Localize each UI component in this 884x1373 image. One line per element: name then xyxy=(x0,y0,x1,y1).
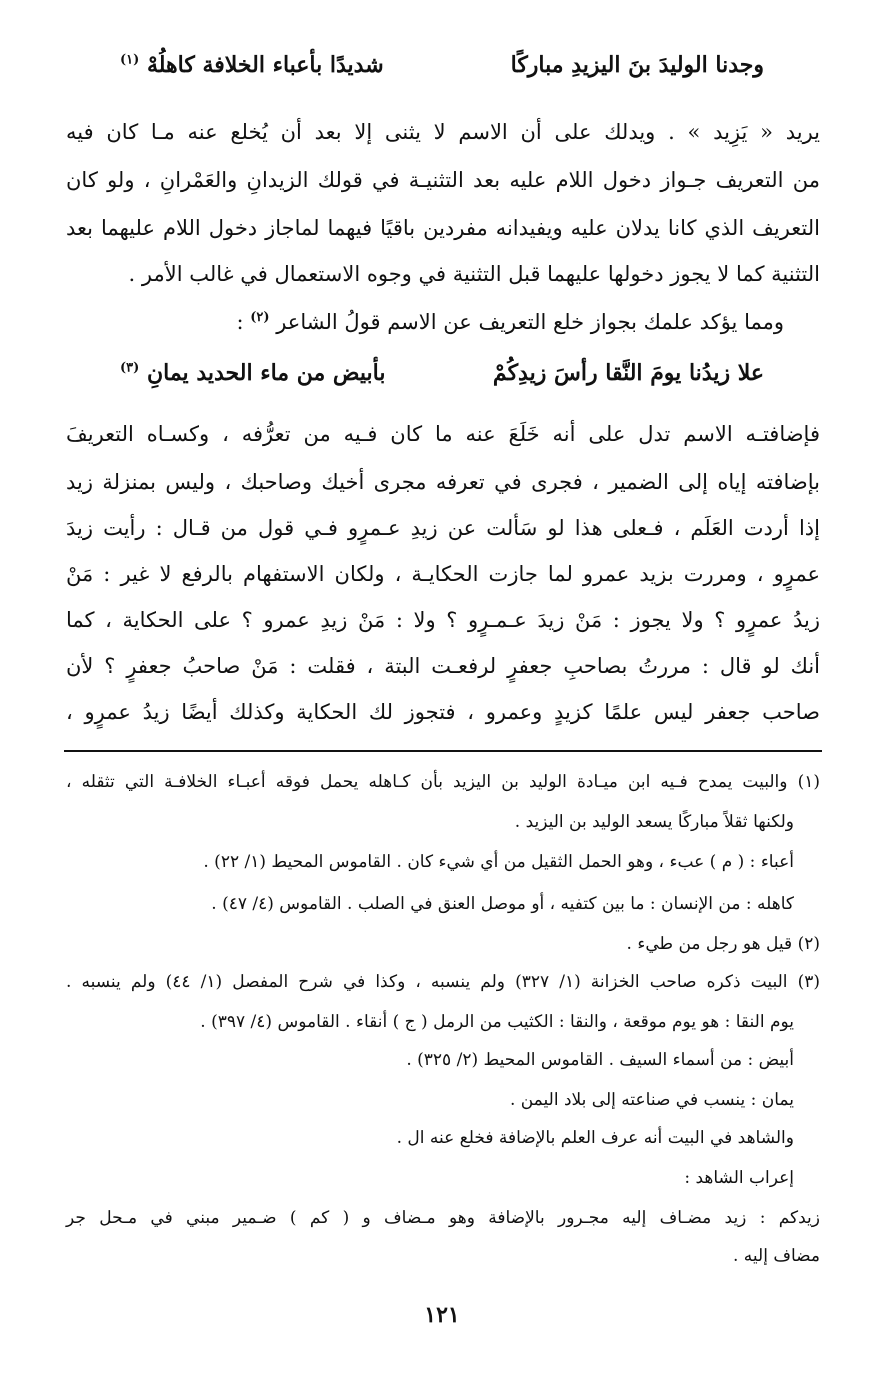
footnote-3-gloss: والشاهد في البيت أنه عرف العلم بالإضافة فخلع عنه ال . xyxy=(396,1128,794,1148)
footnote-divider xyxy=(64,750,822,752)
page-number: ١٢١ xyxy=(424,1302,460,1328)
footnote-2: (٢) قيل هو رجل من طيء . xyxy=(626,934,820,954)
footnote-3-gloss: يمان : ينسب في صناعته إلى بلاد اليمن . xyxy=(509,1090,794,1110)
verse-hemistich-1: وجدنا الوليدَ بنَ اليزيدِ مباركًا xyxy=(510,52,764,78)
footnote-3-parse-cont: مضاف إليه . xyxy=(732,1246,820,1266)
body-line: التثنية كما لا يجوز دخولها عليهما قبل التثنية في وجوه الاستعمال في غالب الأمر . xyxy=(128,262,820,286)
body-line: التعريف الذي كانا يدلان عليه ويفيدانه مفردين باقيًا فيهما لماجاز دخول اللام عليهما بعد xyxy=(66,216,820,240)
body-line: صاحب جعفر ليس علمًا كزيدٍ وعمرو ، فتجوز لك الحكاية وكذلك أيضًا زيدُ عمرٍو ، xyxy=(66,700,820,724)
footnote-marker: (٣) xyxy=(120,360,140,376)
verse-hemistich-2: بأبيض من ماء الحديد يمانِ $^{(٣)}$ xyxy=(120,360,386,386)
footnote-marker: (١) xyxy=(120,52,140,68)
body-line: يريد « يَزِيد » . ويدلك على أن الاسم لا يثنى إلا بعد أن يُخلع عنه مـا كان فيه xyxy=(66,120,820,144)
body-line: عمرٍو ، ومررت بزيد عمرو لما جازت الحكايـة ، ولكان الاستفهام بالرفع لا غير : مَنْ xyxy=(66,562,820,586)
body-line: ومما يؤكد علمك بجواز خلع التعريف عن الاسم قولُ الشاعر $^{(٢)}$ : xyxy=(236,310,784,334)
opening-verse xyxy=(120,52,764,92)
body-line: فإضافتـه الاسم تدل على أنه خَلَعَ عنه ما كان فـيه من تعرُّفه ، وكسـاه التعريفَ xyxy=(66,422,820,446)
footnote-1: (١) والبيت يمدح فـيه ابن ميـادة الوليد بن اليزيد بأن كـاهله يحمل فوقه أعبـاء الخلافـة التي تثقله ، xyxy=(66,772,820,792)
footnote-1-gloss: أعباء : ( م ) عبء ، وهو الحمل الثقيل من أي شيء كان . القاموس المحيط (١/ ٢٢) . xyxy=(203,852,794,872)
footnote-3: (٣) البيت ذكره صاحب الخزانة (١/ ٣٢٧) ولم ينسبه ، وكذا في شرح المفصل (١/ ٤٤) ولم ينسبه . xyxy=(66,972,821,992)
footnote-1-cont: ولكنها ثقلاً مباركًا يسعد الوليد بن اليزيد . xyxy=(514,812,794,832)
footnote-3-parse: زيدكم : زيد مضـاف إليه مجـرور بالإضافة وهو مـضاف و ( كم ) ضـمير مبني في مـحل جر xyxy=(66,1208,820,1228)
verse-hemistich-1: علا زيدُنا يومَ النَّقا رأسَ زيدِكُمْ xyxy=(492,360,764,386)
footnote-1-gloss: كاهله : من الإنسان : ما بين كتفيه ، أو موصل العنق في الصلب . القاموس (٤/ ٤٧) . xyxy=(211,894,794,914)
body-line: زيدُ عمرٍو ؟ ولا يجوز : مَنْ زيدَ عـمـرٍو ؟ ولا : مَنْ زيدِ عمرو ؟ على الحكاية ، كما xyxy=(66,608,820,632)
footnote-3-gloss: يوم النقا : هو يوم موقعة ، والنقا : الكثيب من الرمل ( ج ) أنقاء . القاموس (٤/ ٣٩٧) . xyxy=(200,1012,794,1032)
body-line: بإضافته إياه إلى الضمير ، فجرى في تعرفه مجرى أخيك وصاحبك ، وليس بمنزلة زيد xyxy=(66,470,820,494)
footnote-3-gloss: إعراب الشاهد : xyxy=(684,1168,794,1188)
verse-hemistich-2: شديدًا بأعباء الخلافة كاهلُهْ $^{(١)}$ xyxy=(120,52,384,78)
footnote-marker: (٢) xyxy=(250,310,270,325)
footnote-3-gloss: أبيض : من أسماء السيف . القاموس المحيط (٢/ ٣٢٥) . xyxy=(406,1050,794,1070)
quoted-verse xyxy=(120,360,764,400)
body-line: من التعريف جـواز دخول اللام عليه بعد التثنيـة في قولك الزيدانِ والعَمْرانِ ، ولو كان xyxy=(66,168,820,192)
body-line: أنك لو قال : مررتُ بصاحبِ جعفرٍ لرفعـت البتة ، فقلت : مَنْ صاحبُ جعفرٍ ؟ لأن xyxy=(66,654,820,678)
body-line: إذا أردت العَلَم ، فـعلى هذا لو سَألت عن زيدِ عـمرٍو فـي قول من قـال : رأيت زيدَ xyxy=(66,516,820,540)
